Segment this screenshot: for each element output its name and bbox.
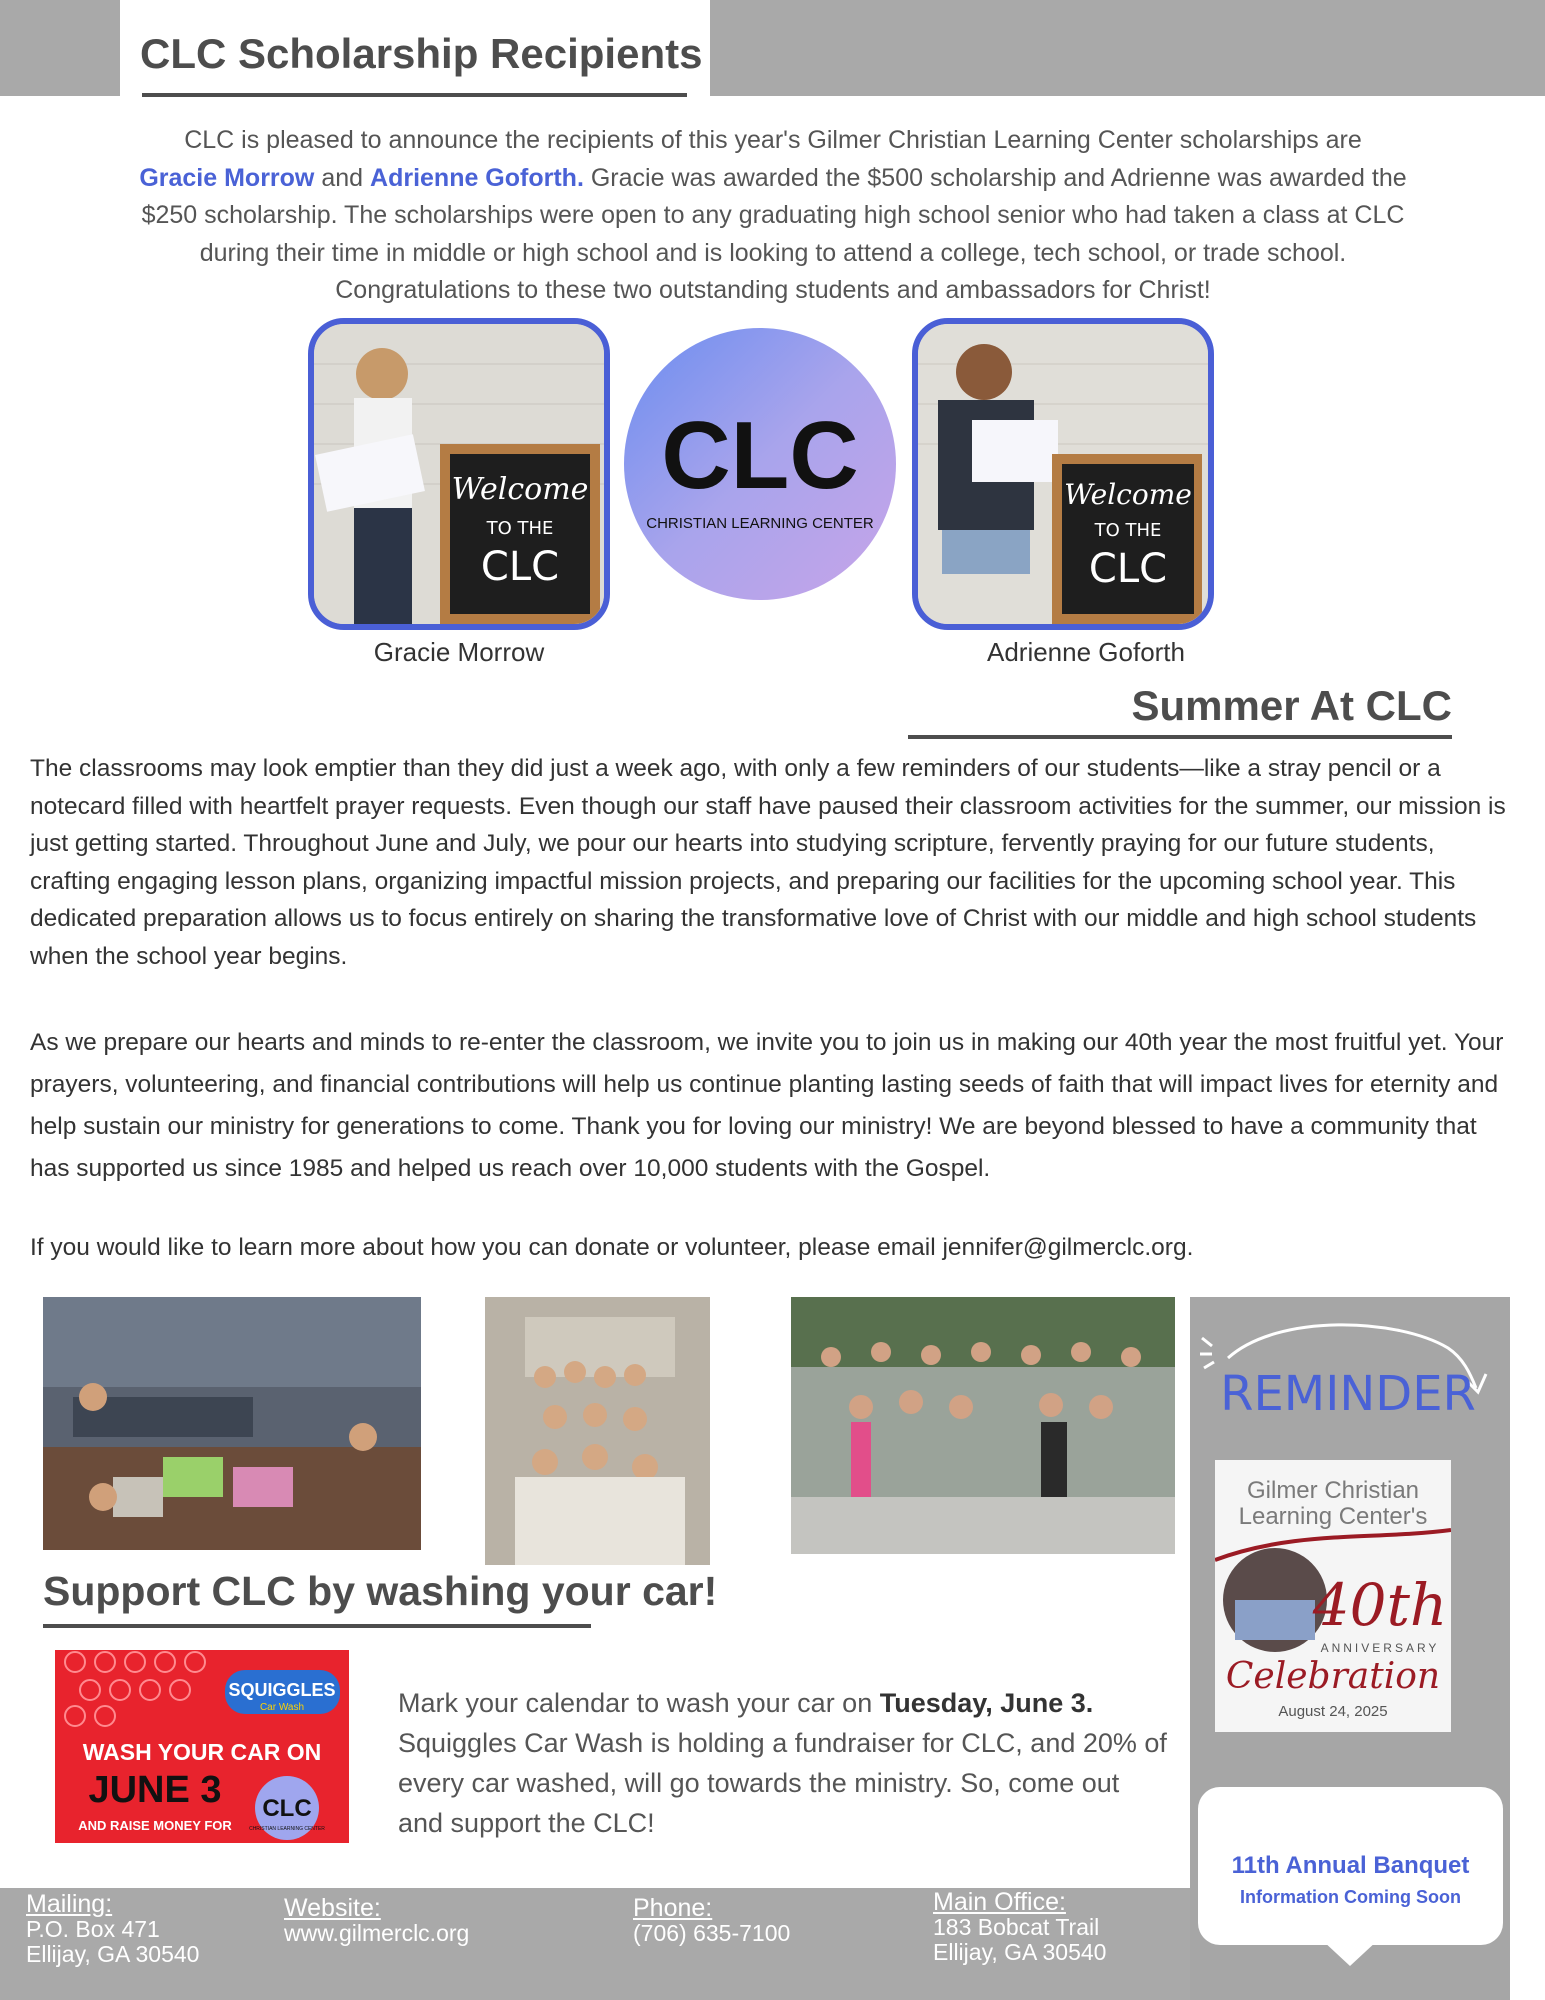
office-label: Main Office: bbox=[933, 1888, 1066, 1916]
footer-website bbox=[284, 1896, 469, 1946]
summer-paragraph-1: The classrooms may look emptier than they did just a week ago, with only a few reminders of our students—like a stray pencil or a notecard filled with heartfelt prayer requests. Even though our staff have paused their classroom activities for the summer, our mission is just getting started. Throughout June and July, we pour our hearts into studying scripture, fervently praying for our future students, crafting engaging lesson plans, organizing impactful mission projects, and preparing our facilities for the upcoming school year. This dedicated preparation allows us to focus entirely on sharing the transformative love of Christ with our middle and high school students when the school year begins. bbox=[30, 755, 1506, 970]
summer-title: Summer At CLC bbox=[1131, 682, 1452, 729]
anniv-celebration: Celebration bbox=[1225, 1656, 1441, 1697]
flyer-logo: CLC bbox=[262, 1795, 312, 1822]
photo-adrienne-goforth bbox=[912, 318, 1214, 630]
phone-value: (706) 635-7100 bbox=[633, 1920, 791, 1946]
anniv-40th: 40th bbox=[1312, 1571, 1448, 1639]
sign2-to-the: TO THE bbox=[1094, 520, 1162, 541]
classroom-photo bbox=[43, 1297, 421, 1550]
banquet-bubble bbox=[1198, 1787, 1503, 1945]
anniv-date: August 24, 2025 bbox=[1278, 1703, 1388, 1720]
anniv-line2: Learning Center's bbox=[1238, 1503, 1428, 1530]
carwash-title: Support CLC by washing your car! bbox=[43, 1568, 718, 1614]
website-label: Website: bbox=[284, 1894, 381, 1922]
clc-logo bbox=[622, 318, 898, 610]
sign-clc: CLC bbox=[480, 544, 560, 590]
carwash-flyer-art bbox=[55, 1650, 349, 1843]
scholarship-intro bbox=[118, 122, 1428, 310]
anniv-line1: Gilmer Christian bbox=[1246, 1477, 1420, 1504]
anniv-word: ANNIVERSARY bbox=[1320, 1641, 1440, 1655]
reminder-text: REMINDER bbox=[1220, 1366, 1476, 1422]
flyer-line1: WASH YOUR CAR ON bbox=[82, 1739, 322, 1765]
carwash-text-start: Mark your calendar to wash your car on bbox=[398, 1688, 873, 1718]
summer-underline bbox=[908, 735, 1452, 739]
classroom-photo-illustration bbox=[43, 1297, 421, 1550]
group-hallway-photo bbox=[485, 1297, 710, 1565]
sign2-welcome: Welcome bbox=[1064, 478, 1192, 511]
carwash-text bbox=[398, 1683, 1168, 1843]
footer-office bbox=[933, 1890, 1106, 1965]
banquet-title: 11th Annual Banquet bbox=[1231, 1852, 1470, 1879]
photo-adrienne-illustration bbox=[918, 324, 1208, 624]
footer-mailing bbox=[26, 1892, 199, 1967]
group-hallway-illustration bbox=[485, 1297, 710, 1565]
summer-paragraph-2: As we prepare our hearts and minds to re-enter the classroom, we invite you to join us in making our 40th year the most fruitful yet. Your prayers, volunteering, and financial contributions will help us continue planting lasting seeds of faith that will impact lives for eternity and help sustain our ministry for generations to come. Thank you for loving our ministry! We are beyond blessed to have a community that has supported us since 1985 and helped us reach over 10,000 students with the Gospel. bbox=[30, 1029, 1504, 1182]
mailing-line1: P.O. Box 471 bbox=[26, 1916, 160, 1942]
summer-paragraph-3: If you would like to learn more about how you can donate or volunteer, please email jennifer@gilmerclc.org. bbox=[30, 1234, 1194, 1261]
photo-gracie-morrow bbox=[308, 318, 610, 630]
office-line1: 183 Bobcat Trail bbox=[933, 1914, 1100, 1940]
anniversary-art bbox=[1215, 1460, 1451, 1732]
group-outdoor-illustration bbox=[791, 1297, 1175, 1554]
intro-and: and bbox=[321, 163, 364, 192]
sign-welcome: Welcome bbox=[451, 472, 589, 507]
footer-phone bbox=[633, 1896, 790, 1946]
carwash-flyer bbox=[55, 1650, 349, 1843]
mailing-label: Mailing: bbox=[26, 1890, 113, 1918]
website-link[interactable]: www.gilmerclc.org bbox=[284, 1920, 470, 1946]
scholarship-title: CLC Scholarship Recipients bbox=[140, 30, 703, 77]
anniversary-graphic bbox=[1215, 1460, 1451, 1732]
reminder-graphic bbox=[1198, 1318, 1503, 1428]
recipient-name-1: Gracie Morrow bbox=[139, 163, 315, 192]
sign-to-the: TO THE bbox=[486, 518, 554, 539]
flyer-line3: AND RAISE MONEY FOR bbox=[78, 1818, 232, 1833]
sign2-clc: CLC bbox=[1088, 546, 1168, 592]
phone-label: Phone: bbox=[633, 1894, 713, 1922]
logo-subtext: CHRISTIAN LEARNING CENTER bbox=[646, 515, 874, 532]
flyer-brand: SQUIGGLES bbox=[228, 1680, 336, 1700]
office-line2: Ellijay, GA 30540 bbox=[933, 1939, 1107, 1965]
recipient-name-2: Adrienne Goforth. bbox=[370, 163, 584, 192]
banquet-bubble-tail bbox=[1322, 1940, 1378, 1966]
mailing-line2: Ellijay, GA 30540 bbox=[26, 1941, 200, 1967]
clc-logo-circle bbox=[622, 318, 898, 610]
flyer-brand-sub: Car Wash bbox=[259, 1702, 305, 1713]
title-underline bbox=[142, 93, 687, 97]
carwash-underline bbox=[43, 1624, 591, 1628]
photo-gracie-illustration bbox=[314, 324, 604, 624]
reminder-art bbox=[1198, 1318, 1503, 1428]
banquet-subtitle: Information Coming Soon bbox=[1240, 1887, 1461, 1907]
carwash-text-rest: Squiggles Car Wash is holding a fundraiser for CLC, and 20% of every car washed, will go towards the ministry. So, come out and support the CLC! bbox=[398, 1728, 1167, 1838]
logo-clc-text: CLC bbox=[661, 402, 859, 509]
group-outdoor-photo bbox=[791, 1297, 1175, 1554]
intro-rest: Gracie was awarded the $500 scholarship and Adrienne was awarded the $250 scholarship. The scholarships were open to any graduating high school senior who had taken a class at CLC during their time in middle or high school and is looking to attend a college, tech school, or trade school. Congratulations to these two outstanding students and ambassadors for Christ! bbox=[141, 163, 1407, 304]
flyer-logo-sub: CHRISTIAN LEARNING CENTER bbox=[249, 1826, 325, 1832]
caption-adrienne: Adrienne Goforth bbox=[986, 637, 1185, 667]
flyer-june3: JUNE 3 bbox=[88, 1769, 222, 1811]
intro-start: CLC is pleased to announce the recipients of this year's Gilmer Christian Learning Center scholarships are bbox=[184, 126, 1362, 154]
carwash-date: Tuesday, June 3. bbox=[879, 1688, 1094, 1718]
caption-gracie: Gracie Morrow bbox=[373, 637, 545, 667]
